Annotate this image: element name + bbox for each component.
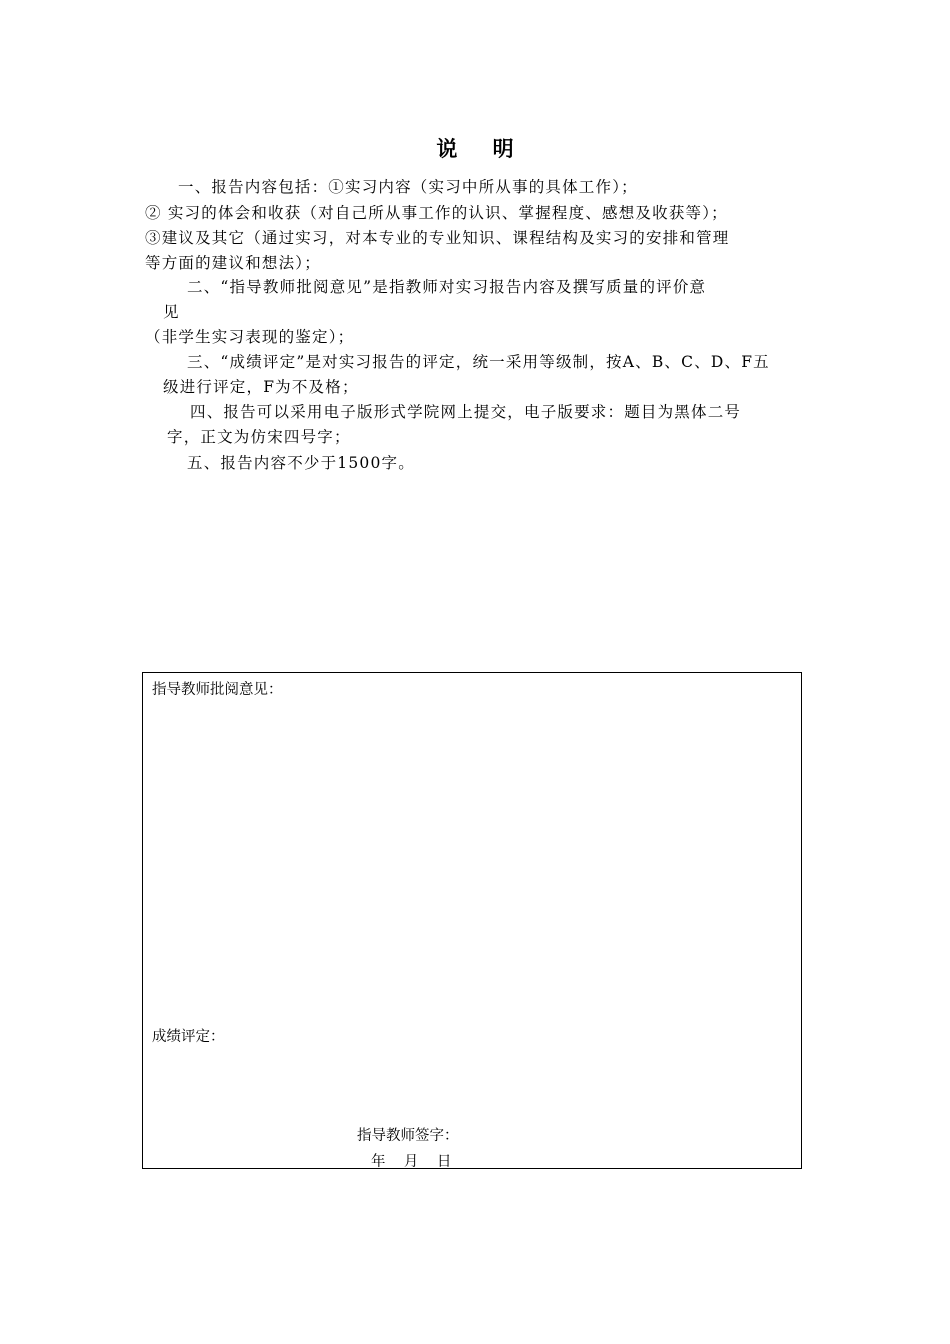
instruction-line-12: 五、报告内容不少于1500字。 [187,454,415,472]
teacher-opinion-box [142,672,802,1169]
instruction-line-6: 见 [163,303,180,321]
instruction-line-8: 三、“成绩评定”是对实习报告的评定，统一采用等级制，按A、B、C、D、F五 [187,353,770,371]
date-label: 年 月 日 [371,1154,452,1170]
page-title: 说 明 [436,136,528,161]
instruction-line-3: ③建议及其它（通过实习，对本专业的专业知识、课程结构及实习的安排和管理 [145,229,730,247]
grade-label: 成绩评定： [152,1029,225,1045]
signature-label: 指导教师签字： [357,1128,459,1144]
instruction-line-5: 二、“指导教师批阅意见”是指教师对实习报告内容及撰写质量的评价意 [187,278,707,296]
instruction-line-11: 字，正文为仿宋四号字； [167,428,351,446]
instruction-line-4: 等方面的建议和想法）； [145,254,321,272]
instruction-line-9: 级进行评定，F为不及格； [163,378,359,396]
instruction-line-2: ② 实习的体会和收获（对自己所从事工作的认识、掌握程度、感想及收获等）； [145,204,728,222]
instruction-line-10: 四、报告可以采用电子版形式学院网上提交，电子版要求：题目为黑体二号 [190,403,742,421]
instruction-line-1: 一、报告内容包括：①实习内容（实习中所从事的具体工作）； [178,178,638,196]
opinion-label: 指导教师批阅意见： [152,682,283,698]
instruction-line-7: （非学生实习表现的鉴定）； [145,328,355,346]
